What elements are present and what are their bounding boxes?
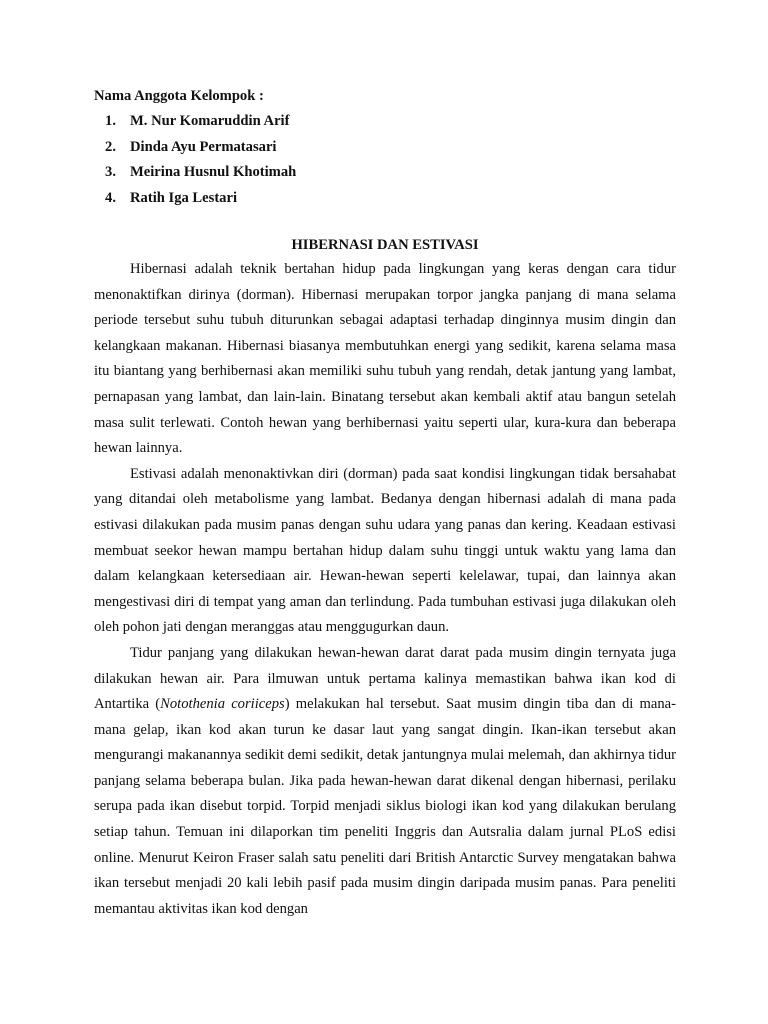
member-name: M. Nur Komaruddin Arif: [130, 113, 290, 129]
torpid-text-after: ) melakukan hal tersebut. Saat musim dingin tiba dan di mana-mana gelap, ikan kod akan turun ke dasar laut yang sangat dingin. Ikan-ikan tersebut akan mengurangi makanannya sedikit demi sedikit, detak jantungnya mulai melemah, dan akhirnya tidur panjang selama beberapa bulan. Jika pada hewan-hewan darat dikenal dengan hibernasi, perilaku serupa pada ikan disebut torpid. Torpid menjadi siklus biologi ikan kod yang dilakukan berulang setiap tahun. Temuan ini dilaporkan tim peneliti Inggris dan Autsralia dalam jurnal PLoS edisi online. Menurut Keiron Fraser salah satu peneliti dari British Antarctic Survey mengatakan bahwa ikan tersebut menjadi 20 kali lebih pasif pada musim dingin daripada musim panas. Para peneliti memantau aktivitas ikan kod dengan: [94, 696, 676, 917]
list-number: 4.: [105, 189, 116, 206]
list-number: 2.: [105, 138, 116, 155]
list-number: 1.: [105, 113, 116, 129]
document-page: [94, 86, 676, 922]
member-name: Ratih Iga Lestari: [130, 189, 238, 206]
list-item: [94, 109, 676, 135]
paragraph-hibernasi: Hibernasi adalah teknik bertahan hidup pada lingkungan yang keras dengan cara tidur menonaktifkan dirinya (dorman). Hibernasi merupakan torpor jangka panjang di mana selama periode tersebut suhu tubuh diturunkan sebagai adaptasi terhadap dinginnya musim dingin dan kelangkaan makanan. Hibernasi biasanya membutuhkan energi yang sedikit, karena selama masa itu biantang yang berhibernasi akan memiliki suhu tubuh yang rendah, detak jantung yang lambat, pernapasan yang lambat, dan lain-lain. Binatang tersebut akan kembali aktif atau bangun setelah masa sulit terlewati. Contoh hewan yang berhibernasi yaitu seperti ular, kura-kura dan beberapa hewan lainnya.: [94, 261, 676, 457]
group-members-heading: Nama Anggota Kelompok :: [94, 88, 264, 104]
paragraph-estivasi: Estivasi adalah menonaktivkan diri (dorman) pada saat kondisi lingkungan tidak bersahabat yang ditandai oleh metabolisme yang lambat. Bedanya dengan hibernasi adalah di mana pada estivasi dilakukan pada musim panas dengan suhu udara yang panas dan kering. Keadaan estivasi membuat seekor hewan mampu bertahan hidup dalam suhu tinggi untuk waktu yang lama dan dalam kelangkaan ketersediaan air. Hewan-hewan seperti kelelawar, tupai, dan lainnya akan mengestivasi diri di tempat yang aman dan terlindung. Pada tumbuhan estivasi juga dilakukan oleh oleh pohon jati dengan meranggas atau menggugurkan daun.: [94, 465, 676, 636]
species-name: Notothenia coriiceps: [160, 696, 285, 713]
list-item: [94, 135, 676, 161]
list-item: [94, 160, 676, 186]
group-members-list: [94, 109, 676, 211]
list-item: [94, 186, 676, 212]
torpid-text-before: Tidur panjang yang dilakukan hewan-hewan darat darat pada musim dingin ternyata juga dilakukan hewan air. Para ilmuwan untuk pertama kalinya memastikan bahwa ikan kod di Antartika (: [94, 644, 676, 713]
document-title: HIBERNASI DAN ESTIVASI: [291, 237, 479, 253]
list-number: 3.: [105, 164, 116, 180]
paragraph-torpid: [94, 641, 676, 923]
member-name: Meirina Husnul Khotimah: [130, 164, 297, 180]
member-name: Dinda Ayu Permatasari: [130, 138, 277, 155]
